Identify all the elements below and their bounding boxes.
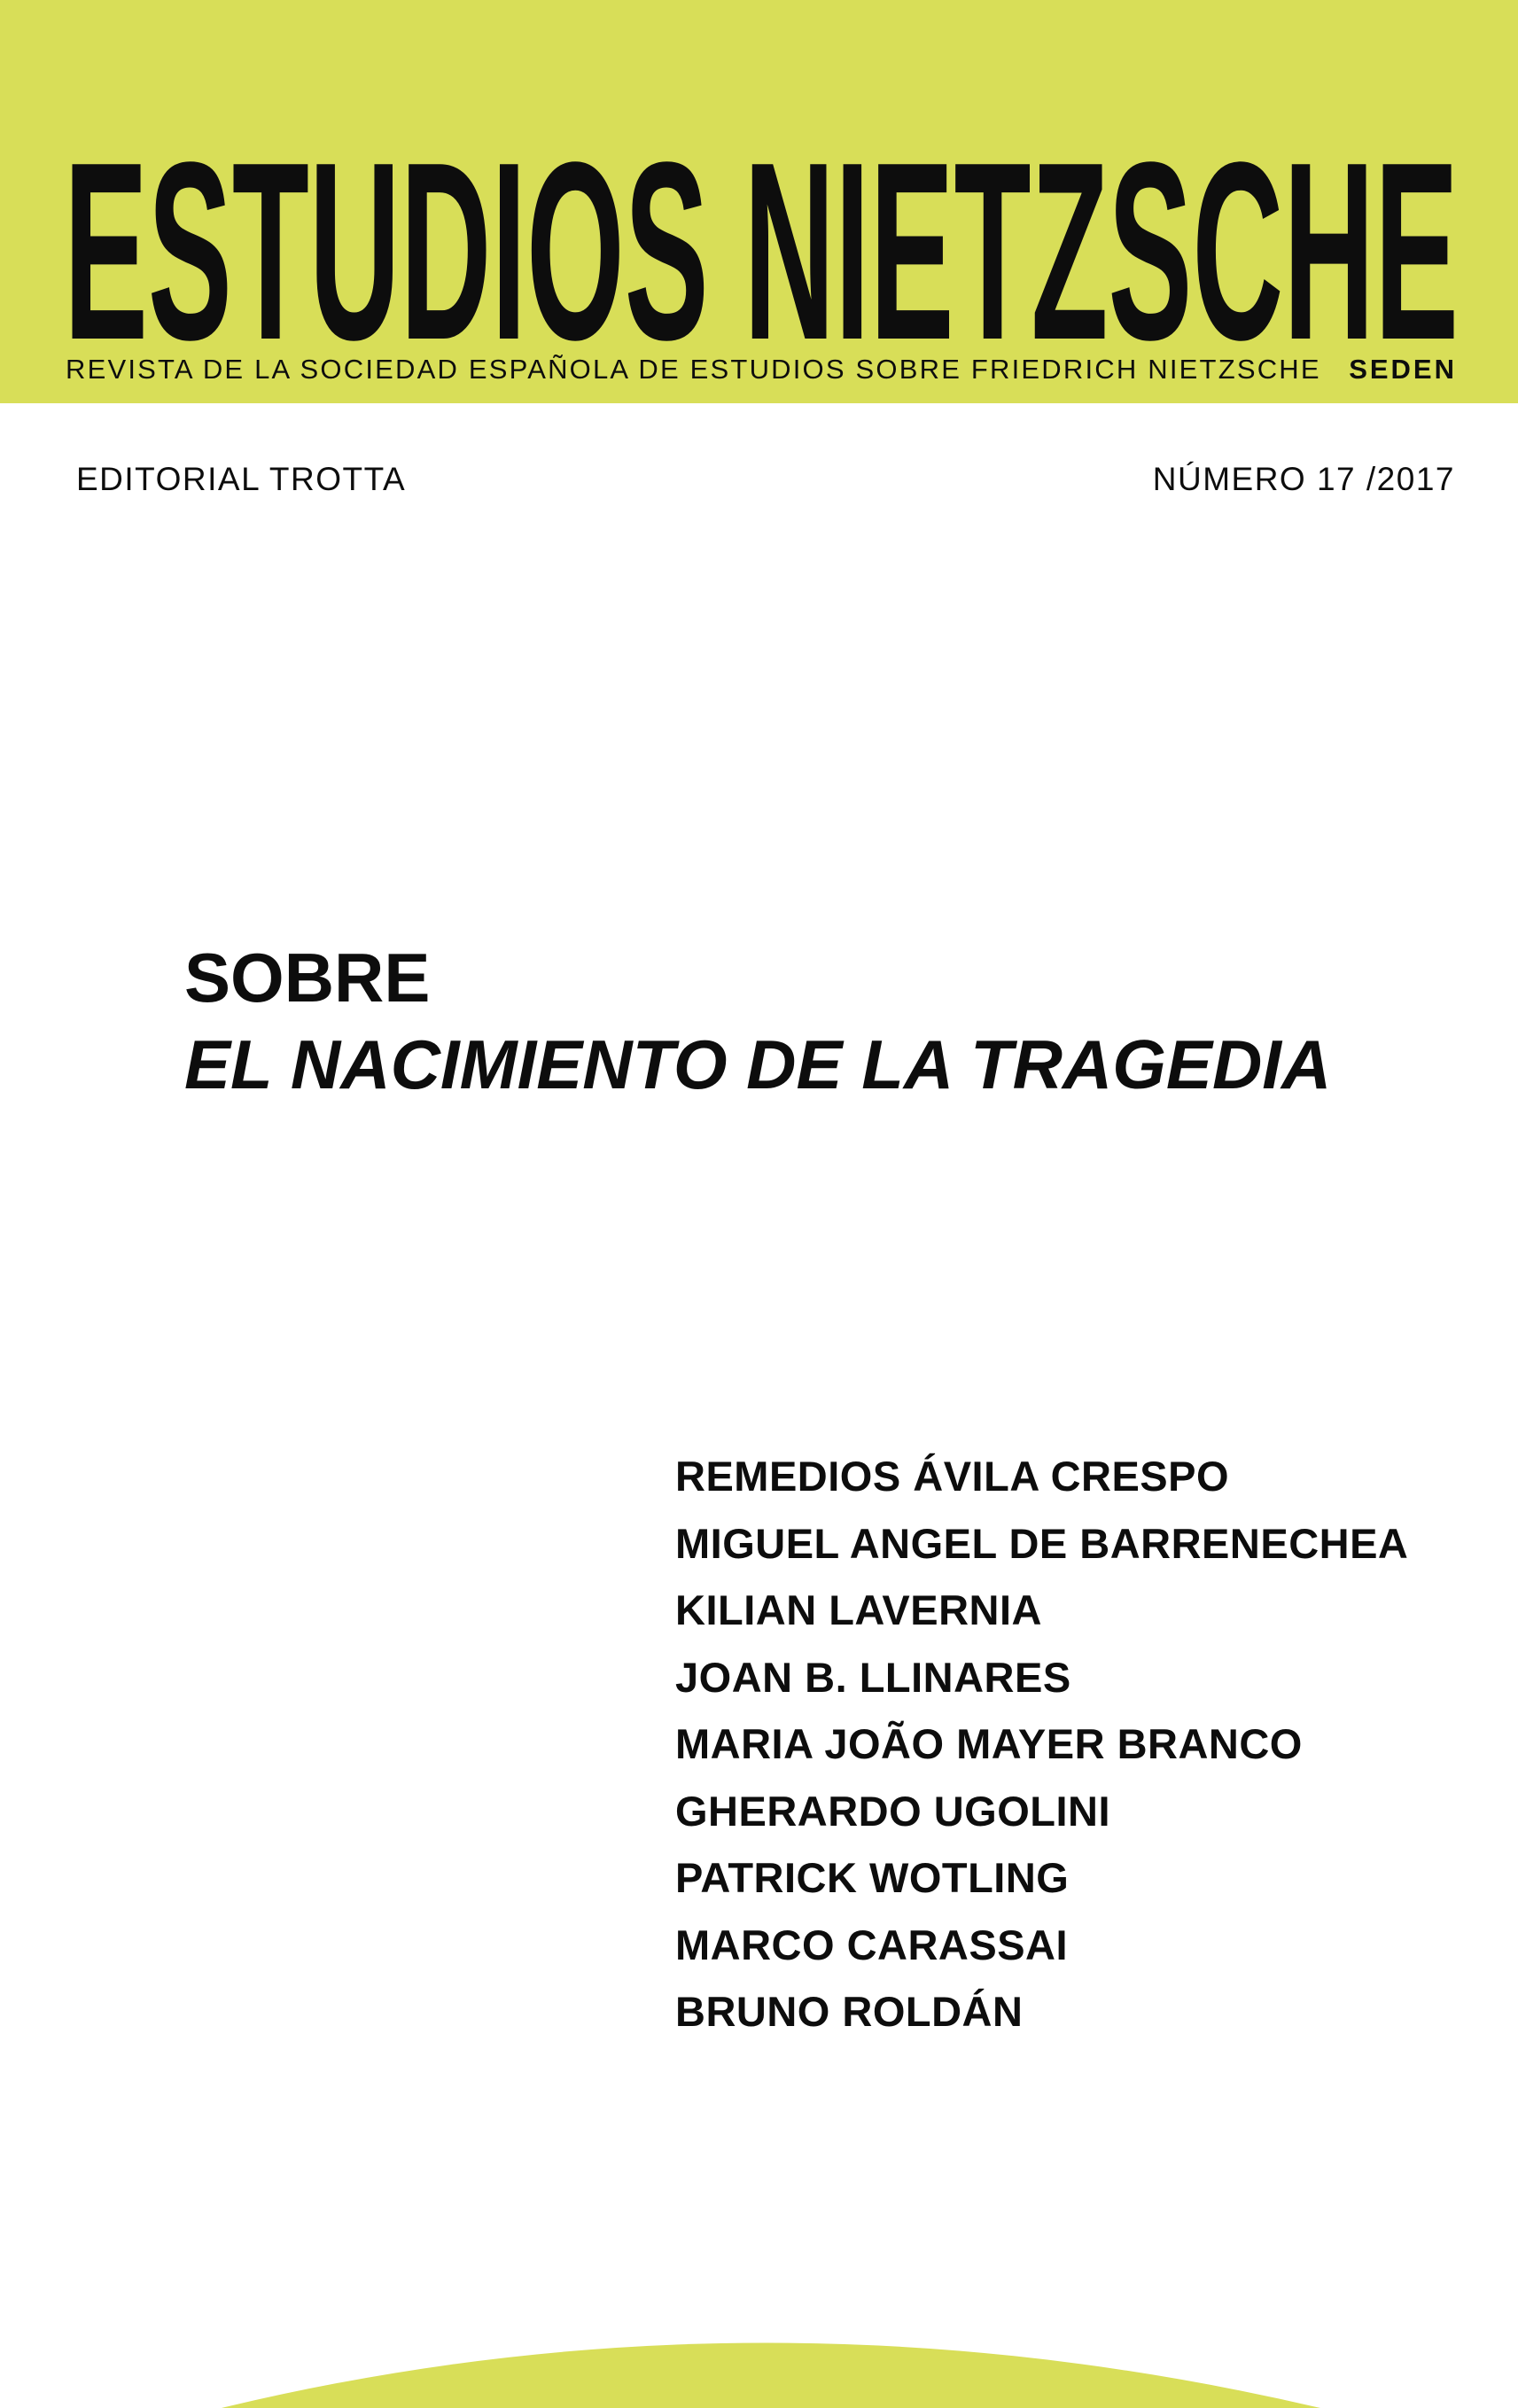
meta-row [76,461,1455,505]
author-name: GHERARDO UGOLINI [675,1787,1111,1835]
journal-subtitle [66,351,1457,388]
society-acronym: SEDEN [1349,354,1457,385]
theme-line-2: EL NACIMIENTO DE LA TRAGEDIA [184,1025,1332,1103]
author-name: MIGUEL ANGEL DE BARRENECHEA [675,1519,1409,1567]
issue-theme [184,934,1452,1108]
journal-title [64,73,1459,341]
bottom-arc-svg [0,2304,1518,2408]
author-name: BRUNO ROLDÁN [675,1988,1024,2035]
bottom-arc-shape [222,2343,1320,2408]
header-band [0,0,1518,403]
issue-number: NÚMERO 17 /2017 [1152,461,1455,497]
author-name: KILIAN LAVERNIA [675,1586,1042,1633]
author-name: REMEDIOS ÁVILA CRESPO [675,1453,1230,1500]
society-name: REVISTA DE LA SOCIEDAD ESPAÑOLA DE ESTUDIOS SOBRE FRIEDRICH NIETZSCHE [66,354,1321,385]
author-name: PATRICK WOTLING [675,1854,1070,1901]
author-name: MARIA JOÃO MAYER BRANCO [675,1720,1303,1767]
author-name: JOAN B. LLINARES [675,1653,1071,1701]
journal-title-text: ESTUDIOS NIETZSCHE [64,109,1459,341]
author-name: MARCO CARASSAI [675,1921,1069,1968]
bottom-arc-decoration [0,2304,1518,2408]
theme-line-1: SOBRE [184,939,431,1017]
journal-title-svg [64,73,1459,341]
author-list [675,1443,1473,2046]
publisher-name: EDITORIAL TROTTA [76,461,407,497]
